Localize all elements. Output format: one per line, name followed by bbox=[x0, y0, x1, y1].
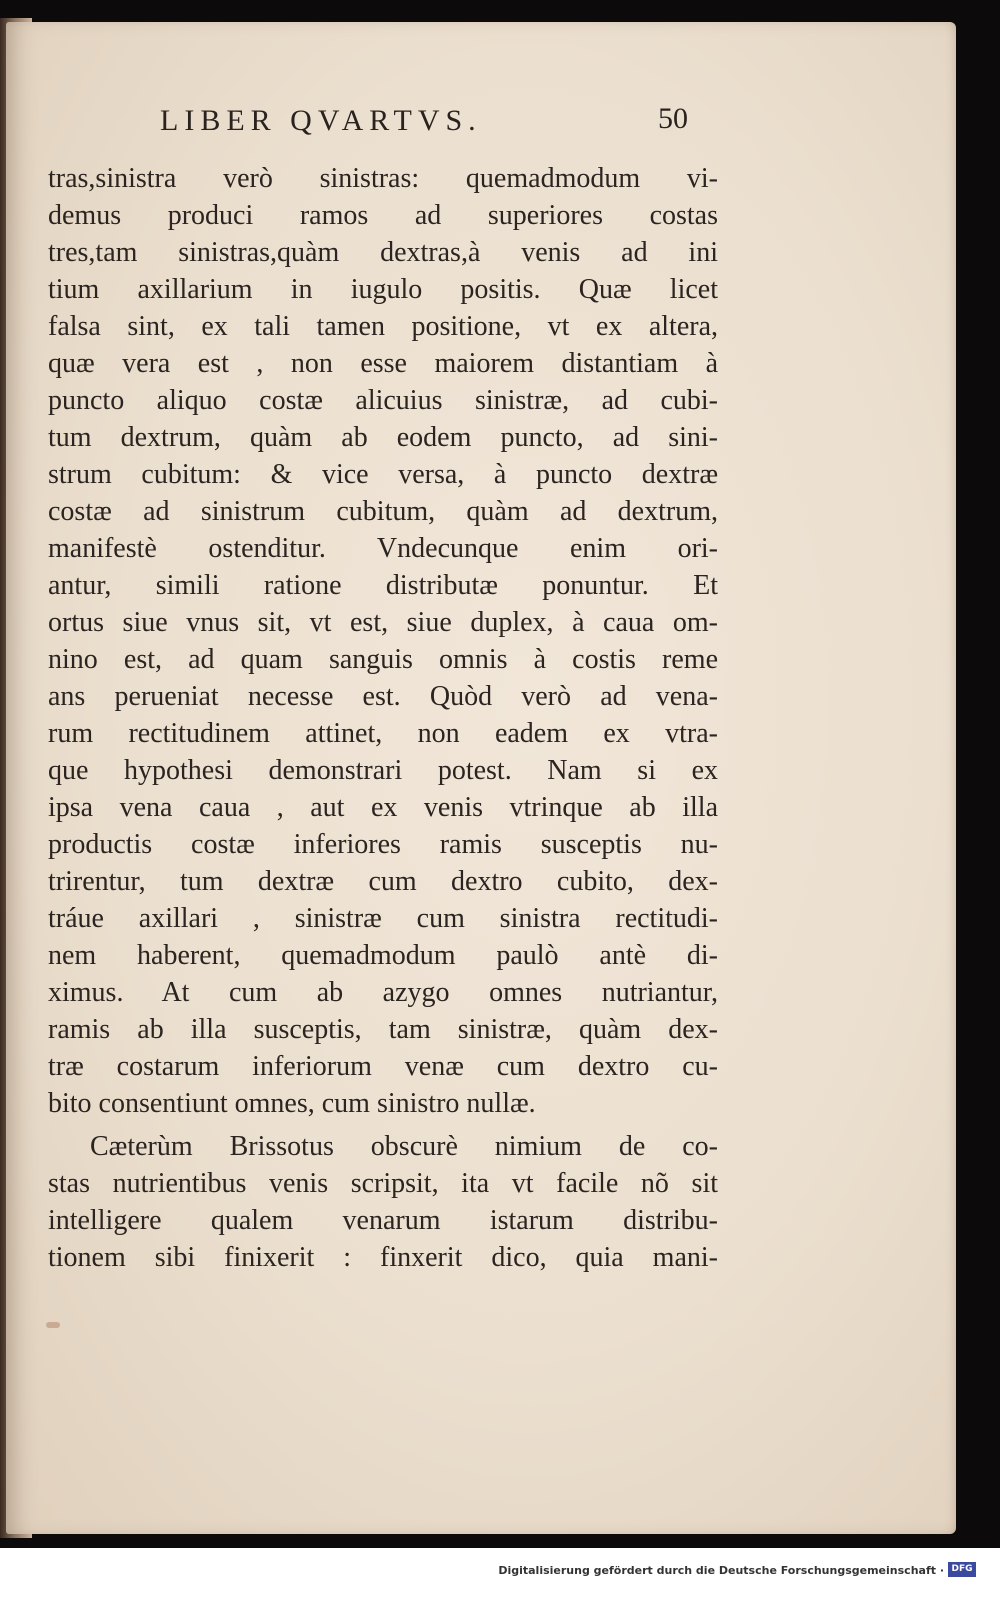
page-number: 50 bbox=[658, 102, 688, 135]
text-line: ximus. At cum ab azygo omnes nutriantur, bbox=[48, 977, 718, 1008]
text-line: trirentur, tum dextræ cum dextro cubito, dex- bbox=[48, 866, 718, 897]
text-line: costæ ad sinistrum cubitum, quàm ad dextrum, bbox=[48, 496, 718, 527]
text-line: tres,tam sinistras,quàm dextras,à venis ad ini bbox=[48, 237, 718, 268]
text-line: puncto aliquo costæ alicuius sinistræ, ad cubi- bbox=[48, 385, 718, 416]
text-line: intelligere qualem venarum istarum distribu- bbox=[48, 1205, 718, 1236]
ink-stain bbox=[46, 1322, 60, 1328]
text-line: ipsa vena caua , aut ex venis vtrinque ab illa bbox=[48, 792, 718, 823]
text-line: tum dextrum, quàm ab eodem puncto, ad sini- bbox=[48, 422, 718, 453]
text-line: strum cubitum: & vice versa, à puncto dextræ bbox=[48, 459, 718, 490]
funding-credit: Digitalisierung gefördert durch die Deutsche Forschungsgemeinschaft · bbox=[498, 1564, 944, 1577]
text-line: stas nutrientibus venis scripsit, ita vt facile nõ sit bbox=[48, 1168, 718, 1199]
text-line: ans perueniat necesse est. Quòd verò ad vena- bbox=[48, 681, 718, 712]
text-line: ortus siue vnus sit, vt est, siue duplex, à caua om- bbox=[48, 607, 718, 638]
running-title: LIBER QVARTVS. bbox=[160, 104, 482, 137]
text-line: nino est, ad quam sanguis omnis à costis reme bbox=[48, 644, 718, 675]
text-line: tras,sinistra verò sinistras: quemadmodum vi- bbox=[48, 163, 718, 194]
text-line: træ costarum inferiorum venæ cum dextro cu- bbox=[48, 1051, 718, 1082]
text-line: rum rectitudinem attinet, non eadem ex vtra- bbox=[48, 718, 718, 749]
text-line: tium axillarium in iugulo positis. Quæ licet bbox=[48, 274, 718, 305]
text-line: quæ vera est , non esse maiorem distantiam à bbox=[48, 348, 718, 379]
text-line: demus produci ramos ad superiores costas bbox=[48, 200, 718, 231]
text-block bbox=[48, 160, 718, 1276]
text-line: Cæterùm Brissotus obscurè nimium de co- bbox=[90, 1131, 718, 1162]
text-line: tionem sibi finixerit : finxerit dico, quia mani- bbox=[48, 1242, 718, 1273]
text-line: falsa sint, ex tali tamen positione, vt ex altera, bbox=[48, 311, 718, 342]
text-line: tráue axillari , sinistræ cum sinistra rectitudi- bbox=[48, 903, 718, 934]
footer-bar bbox=[0, 1548, 1000, 1599]
text-line: productis costæ inferiores ramis susceptis nu- bbox=[48, 829, 718, 860]
text-line: manifestè ostenditur. Vndecunque enim ori- bbox=[48, 533, 718, 564]
text-line: que hypothesi demonstrari potest. Nam si ex bbox=[48, 755, 718, 786]
text-line: nem haberent, quemadmodum paulò antè di- bbox=[48, 940, 718, 971]
text-line: ramis ab illa susceptis, tam sinistræ, quàm dex- bbox=[48, 1014, 718, 1045]
text-line: antur, simili ratione distributæ ponuntur. Et bbox=[48, 570, 718, 601]
dfg-logo-icon[interactable]: DFG bbox=[948, 1562, 976, 1577]
text-line: bito consentiunt omnes, cum sinistro nullæ. bbox=[48, 1088, 536, 1119]
